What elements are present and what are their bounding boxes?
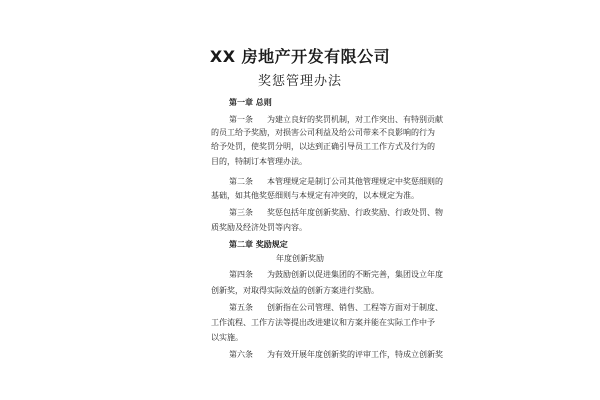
- article-5-line-3: 以实施。: [211, 333, 243, 342]
- article-2-line-1: [229, 177, 443, 187]
- article-5-text-1: 创新指在公司管理、销售、工程等方面对于制度、: [267, 303, 443, 312]
- article-5-line-2: 工作流程、工作方法等提出改进建议和方案并能在实际工作中予: [211, 318, 435, 327]
- article-1-line-4: 目的，特制订本管理办法。: [211, 157, 307, 166]
- chapter-1-heading: 第一章 总则: [229, 98, 272, 107]
- article-5-line-1: [229, 303, 443, 313]
- article-4-label: 第四条: [229, 270, 253, 279]
- article-3-text-1: 奖惩包括年度创新奖励、行政奖励、行政处罚、物: [267, 208, 443, 217]
- article-6-text-1: 为有效开展年度创新奖的评审工作，特成立创新奖: [267, 350, 443, 359]
- article-2-line-2: 基础，如其他奖惩细则与本规定有冲突的，以本规定为准。: [211, 191, 419, 200]
- article-1-label: 第一条: [229, 115, 253, 124]
- section-heading: 年度创新奖励: [276, 254, 324, 263]
- document-title: XX 房地产开发有限公司: [209, 47, 391, 66]
- article-4-line-1: [229, 270, 443, 280]
- article-1-line-3: 给予处罚，使奖罚分明，以达到正确引导员工工作方式及行为的: [211, 142, 435, 151]
- article-1-text-1: 为建立良好的奖罚机制，对工作突出、有特别贡献: [267, 115, 443, 124]
- article-6-label: 第六条: [229, 350, 253, 359]
- chapter-2-heading: 第二章 奖励规定: [229, 240, 288, 249]
- article-6-line-1: [229, 350, 443, 360]
- article-1-line-2: 的员工给予奖励，对损害公司利益及给公司带来不良影响的行为: [211, 128, 435, 137]
- article-1-line-1: [229, 115, 443, 125]
- article-3-line-2: 质奖励及经济处罚等内容。: [211, 223, 307, 232]
- article-3-label: 第三条: [229, 208, 253, 217]
- article-4-line-2: 创新奖，对取得实际效益的创新方案进行奖励。: [211, 286, 379, 295]
- document-subtitle: 奖惩管理办法: [257, 74, 342, 89]
- article-4-text-1: 为鼓励创新以促进集团的不断完善，集团设立年度: [267, 270, 443, 279]
- article-5-label: 第五条: [229, 303, 253, 312]
- article-2-text-1: 本管理规定是制订公司其他管理规定中奖惩细则的: [267, 177, 443, 186]
- article-3-line-1: [229, 208, 443, 218]
- article-2-label: 第二条: [229, 177, 253, 186]
